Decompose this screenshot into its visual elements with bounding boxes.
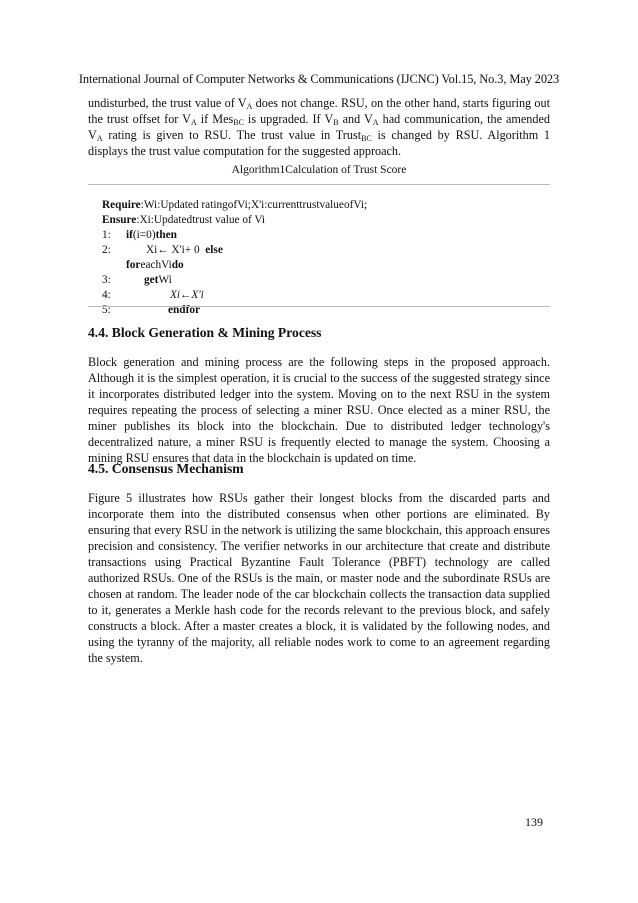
algorithm-line: foreachVido	[126, 259, 184, 271]
algorithm-require: Require:Wi:Updated ratingofVi;X'i:currenttrustvalueofVi;	[102, 199, 368, 211]
algorithm-ensure: Ensure:Xi:Updatedtrust value of Vi	[102, 214, 266, 226]
intro-paragraph: undisturbed, the trust value of $V_A$ does not change. RSU, on the other hand, starts figuring out the trust offset for $V_A$ if Mes$_{BC}$ is upgraded. If $V_B$ and $V_A$ had communication, the amended $V_A$ rating is given to RSU. The trust value in Trust$_{BC}$ is changed by RSU. Algorithm 1 displays the trust value computation for the suggested approach.	[88, 96, 551, 158]
algorithm-block	[88, 198, 550, 318]
algorithm-bottom-rule	[88, 306, 550, 307]
algorithm-top-rule	[88, 184, 550, 185]
section-heading: 4.4. Block Generation & Mining Process	[88, 325, 322, 340]
algorithm-caption: Algorithm1Calculation of Trust Score	[231, 164, 407, 176]
algorithm-line: 5: endfor	[102, 304, 201, 316]
running-header: International Journal of Computer Networks & Communications (IJCNC) Vol.15, No.3, May 2023	[78, 72, 560, 86]
algorithm-line: 2: Xi← X'i+ 0 else	[102, 244, 223, 256]
section-heading: 4.5. Consensus Mechanism	[88, 461, 244, 476]
page-number: 139	[525, 815, 543, 829]
section-paragraph: Figure 5 illustrates how RSUs gather their longest blocks from the discarded parts and incorporate them into the distributed consensus when other portions are eliminated. By ensuring that every RSU in the network is utilizing the same blockchain, this approach ensures precision and consistency. The verifier networks in our architecture that create and distribute transactions using Practical Byzantine Fault Tolerance (PBFT) technology are called authorized RSUs. One of the RSUs is the main, or master node and the subordinate RSUs are chosen at random. The leader node of the car blockchain collects the transaction data supplied to it, generates a Merkle hash code for the records relevant to the previous block, and safely constructs a block. After a master creates a block, it is validated by the following nodes, and using the tyranny of the majority, all reliable nodes work to come to an agreement regarding the system.	[88, 491, 551, 665]
algorithm-line: 4: Xi←X'i	[102, 289, 204, 301]
section-paragraph: Block generation and mining process are the following steps in the proposed approach. Although it is the simplest operation, it is crucial to the success of the suggested strategy since it incorporates distributed ledger into the system. Moving on to the next RSU in the system requires repeating the process of selecting a miner RSU. Once elected as a miner RSU, the miner publishes its block into the blockchain. Due to distributed ledger technology's decentralized nature, a miner RSU is frequently elected to manage the system. Choosing a mining RSU ensures that data in the blockchain is updated on time.	[88, 355, 550, 465]
algorithm-line: 3: getWi	[102, 274, 172, 286]
algorithm-line: 1: if(i=0)then	[102, 229, 177, 241]
